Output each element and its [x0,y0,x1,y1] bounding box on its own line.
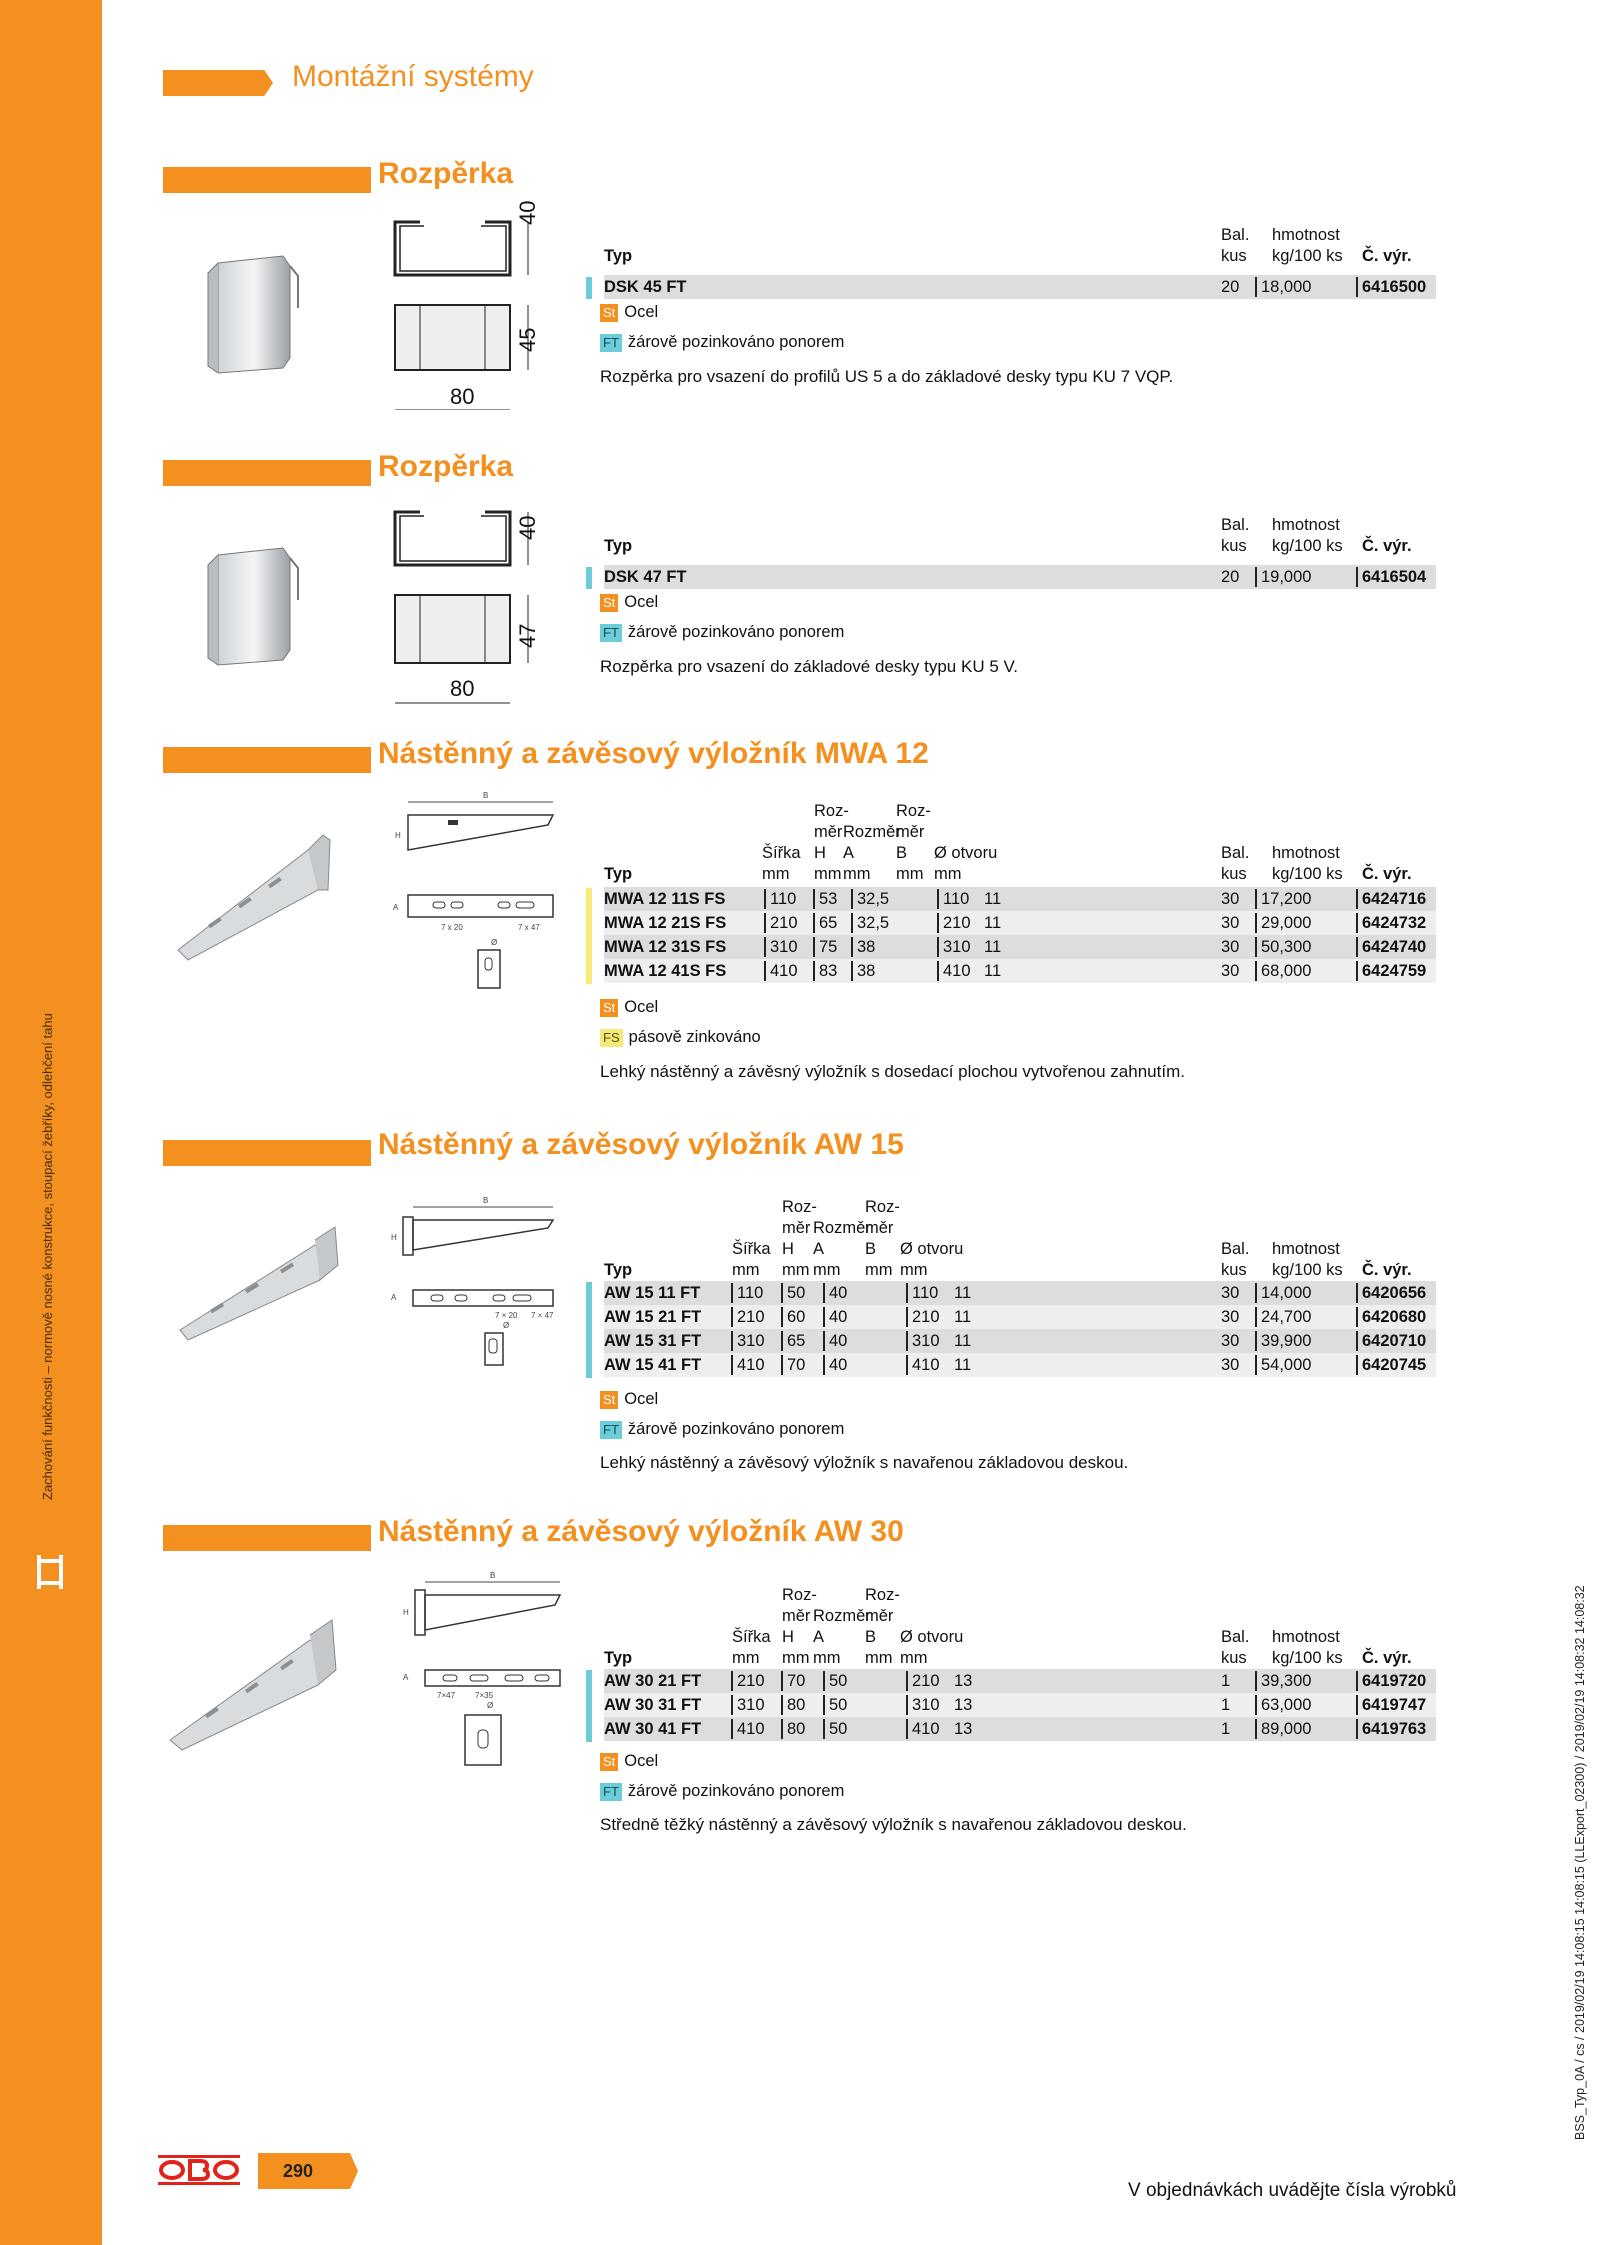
table-row: AW 15 41 FT 410 70 40 410 11 30 54,000 6420745 [604,1353,1436,1377]
section-title: Rozpěrka [378,450,514,483]
section-title: Nástěnný a závěsový výložník MWA 12 [378,737,929,770]
svg-text:A: A [393,903,399,912]
ft-marker [586,277,592,299]
finish-row: FS pásově zinkováno [600,1028,761,1047]
description: Rozpěrka pro vsazení do základové desky typu KU 5 V. [600,657,1018,676]
spacer-photo [198,248,308,378]
col-hm: hmotnost [1272,226,1340,244]
svg-text:H: H [395,831,401,840]
table-row: AW 15 31 FT 310 65 40 310 11 30 39,900 6420710 [604,1329,1436,1353]
section-title: Nástěnný a závěsový výložník AW 15 [378,1128,904,1161]
svg-text:7×35: 7×35 [475,1691,494,1700]
product-table [604,221,1436,299]
description: Rozpěrka pro vsazení do profilů US 5 a do základové desky typu KU 7 VQP. [600,367,1174,386]
col-kus: kus [1221,247,1247,265]
bracket-photo [170,1225,340,1345]
svg-text:H: H [391,1233,397,1242]
table-row: DSK 47 FT 20 19,000 6416504 [604,565,1436,589]
col-cv: Č. výr. [1362,247,1412,265]
section-bar [163,747,371,773]
dim-label: 40 [515,200,540,225]
svg-text:Ø: Ø [503,1321,510,1330]
section-bar [163,167,371,193]
ft-marker [586,1670,592,1742]
badge-ft: FT [600,334,622,352]
ft-marker [586,567,592,589]
table-row: AW 30 21 FT 210 70 50 210 13 1 39,300 6419720 [604,1669,1436,1693]
product-table: Roz- měr Roz- měr Rozměr Šířka H A B Ø otvoru Bal. hmotnost Typ mm mm mm mm mm kus kg/100 ks Č. výr. AW 30 21 FT 210 70 50 210 13 1 39,300 6419720 AW 30 31 FT 310 80 50 310 13 1 63,000 6419747 AW 30 41 FT 410 80 50 410 13 1 89,000 6419763 [604,1585,1436,1741]
table-row: MWA 12 31S FS 310 75 38 310 11 30 50,300 6424740 [604,935,1436,959]
table-row: AW 15 21 FT 210 60 40 210 11 30 24,700 6420680 [604,1305,1436,1329]
product-table: Typ Bal. kus hmotnost kg/100 ks Č. výr. DSK 47 FT 20 19,000 6416504 [604,511,1436,589]
ft-marker [586,1282,592,1378]
material-row: St Ocel [600,1390,658,1409]
col-typ: Typ [604,247,633,265]
material-row: St Ocel [600,593,658,612]
footer-note: V objednávkách uvádějte čísla výrobků [1128,2180,1457,2201]
obo-logo [158,2155,240,2185]
col-kg: kg/100 ks [1272,247,1343,265]
material-row: St Ocel [600,998,658,1017]
svg-text:A: A [391,1293,397,1302]
svg-text:A: A [403,1673,409,1682]
fs-marker [586,888,592,984]
product-table: Roz- měr Roz- měr Rozměr Šířka H A B Ø otvoru Bal. hmotnost Typ mm mm mm mm mm kus kg/100 ks Č. výr. MWA 12 11S FS 110 53 32,5 110 11 30 17,200 6424716 MWA 12 21S FS 210 65 32,5 210 11 30 29,000 6424732 MWA 12 31S FS 310 75 38 310 11 30 50,300 6424740 MWA 12 41S FS 410 83 38 410 11 30 68,000 6424759 [604,801,1436,983]
svg-text:Ø: Ø [491,938,498,947]
section-title: Rozpěrka [378,157,514,190]
col-bal: Bal. [1221,226,1250,244]
finish-row: FT žárově pozinkováno ponorem [600,623,844,642]
material-row: St Ocel [600,303,658,322]
product-table: Roz- měr Roz- měr Rozměr Šířka H A B Ø otvoru Bal. hmotnost Typ mm mm mm mm mm kus kg/100 ks Č. výr. AW 15 11 FT 110 50 40 110 11 30 14,000 6420656 AW 15 21 FT 210 60 40 210 11 30 24,700 6420680 AW 15 31 FT 310 65 40 310 11 30 39,900 6420710 AW 15 41 FT 410 70 40 410 11 30 54,000 6420745 [604,1197,1436,1377]
spacer-photo [198,540,308,670]
table-row: MWA 12 11S FS 110 53 32,5 110 11 30 17,200 6424716 [604,887,1436,911]
bracket-drawing [383,790,563,1005]
svg-text:B: B [483,791,489,800]
material-row: St Ocel [600,1752,658,1771]
table-row: AW 30 31 FT 310 80 50 310 13 1 63,000 6419747 [604,1693,1436,1717]
section-title: Nástěnný a závěsový výložník AW 30 [378,1515,904,1548]
table-row: AW 30 41 FT 410 80 50 410 13 1 89,000 6419763 [604,1717,1436,1741]
bracket-drawing [383,1195,563,1370]
finish-row: FT žárově pozinkováno ponorem [600,1420,844,1439]
svg-text:7×47: 7×47 [437,1691,456,1700]
dim-label: 47 [515,623,540,648]
section-bar [163,1140,371,1166]
section-bar [163,1525,371,1551]
svg-text:Ø: Ø [487,1701,494,1710]
section-bar [163,460,371,486]
ladder-icon [34,1553,66,1591]
table-row: AW 15 11 FT 110 50 40 110 11 30 14,000 6420656 [604,1281,1436,1305]
dim-label: 80 [450,676,475,701]
bracket-photo [160,1615,340,1755]
sidebar-text: Zachování funkčnosti – normově nosné konstrukce, stoupací žebříky, odlehčení tahu [40,1013,55,1500]
description: Lehký nástěnný a závěsový výložník s navařenou základovou deskou. [600,1453,1129,1472]
bracket-drawing [395,1570,575,1780]
spacer-drawing [380,210,555,410]
dim-label: 40 [515,515,540,540]
table-row: MWA 12 41S FS 410 83 38 410 11 30 68,000 6424759 [604,959,1436,983]
dim-label: 80 [450,384,475,409]
finish-row: FT žárově pozinkováno ponorem [600,333,844,352]
badge-st: St [600,304,618,322]
bracket-photo [168,830,338,970]
page-number: 290 [283,2161,314,2181]
meta-text: BSS_Typ_0A / cs / 2019/02/19 14:08:15 14:08:15 (LLExport_02300) / 2019/02/19 14:08:32 14:08:32 [1573,1585,1587,2140]
dim-label: 45 [515,327,540,352]
svg-text:7 × 47: 7 × 47 [531,1311,554,1320]
table-row: MWA 12 21S FS 210 65 32,5 210 11 30 29,000 6424732 [604,911,1436,935]
header-arrow [163,70,273,96]
description: Středně těžký nástěnný a závěsový výložník s navařenou základovou deskou. [600,1815,1187,1834]
svg-text:B: B [483,1196,489,1205]
svg-text:H: H [403,1608,409,1617]
svg-text:7 x 20: 7 x 20 [441,923,463,932]
table-row: DSK 45 FT 20 18,000 6416500 [604,275,1436,299]
finish-row: FT žárově pozinkováno ponorem [600,1782,844,1801]
page-title: Montážní systémy [292,60,534,93]
svg-text:B: B [490,1571,496,1580]
svg-text:7 × 20: 7 × 20 [495,1311,518,1320]
description: Lehký nástěnný a závěsný výložník s dosedací plochou vytvořenou zahnutím. [600,1062,1185,1081]
svg-text:7 x 47: 7 x 47 [518,923,540,932]
